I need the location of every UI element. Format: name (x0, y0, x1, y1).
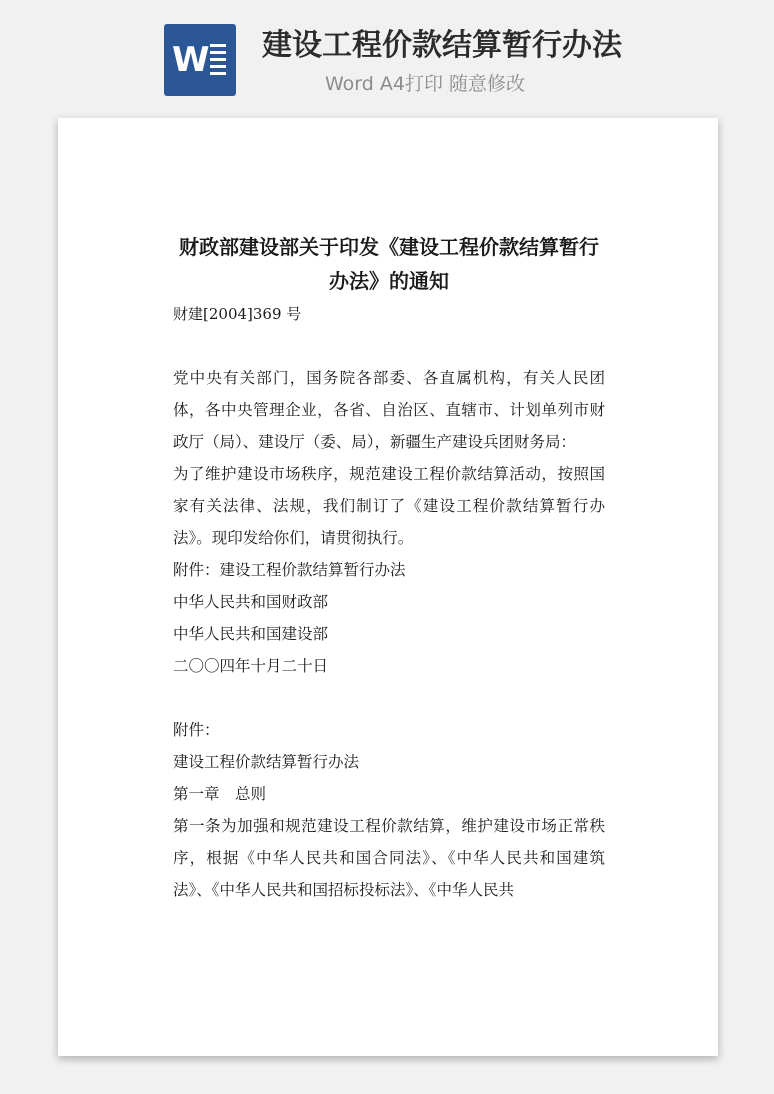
document-number: 财建[2004]369 号 (173, 305, 302, 323)
header-subtitle: Word A4打印 随意修改 (325, 73, 526, 95)
issue-date: 二〇〇四年十月二十日 (173, 657, 329, 675)
word-icon-letter: W (172, 40, 210, 80)
issuer-construction: 中华人民共和国建设部 (173, 625, 329, 643)
issuer-finance: 中华人民共和国财政部 (173, 593, 329, 611)
header (0, 0, 774, 110)
word-icon (164, 24, 236, 96)
document-page (58, 118, 718, 1056)
word-icon-lines (210, 44, 226, 79)
spacer (173, 682, 605, 714)
header-title: 建设工程价款结算暂行办法 (262, 28, 622, 63)
addressee-paragraph: 党中央有关部门，国务院各部委、各直属机构，有关人民团体，各中央管理企业，各省、自治区、直辖市、计划单列市财政厅（局）、建设厅（委、局），新疆生产建设兵团财务局： (173, 369, 605, 451)
attachment-line: 附件：建设工程价款结算暂行办法 (173, 561, 406, 579)
article-1-paragraph: 第一条为加强和规范建设工程价款结算，维护建设市场正常秩序，根据《中华人民共和国合同法》、《中华人民共和国建筑法》、《中华人民共和国招标投标法》、《中华人民共 (173, 817, 605, 899)
chapter-heading: 第一章 总则 (173, 785, 267, 803)
attachment-label: 附件： (173, 721, 220, 739)
body-paragraph: 为了维护建设市场秩序，规范建设工程价款结算活动，按照国家有关法律、法规，我们制订了《建设工程价款结算暂行办法》。现印发给你们，请贯彻执行。 (173, 465, 605, 547)
document-title: 财政部建设部关于印发《建设工程价款结算暂行办法》的通知 (179, 235, 599, 293)
attachment-title: 建设工程价款结算暂行办法 (173, 753, 360, 771)
document-content (173, 230, 605, 906)
